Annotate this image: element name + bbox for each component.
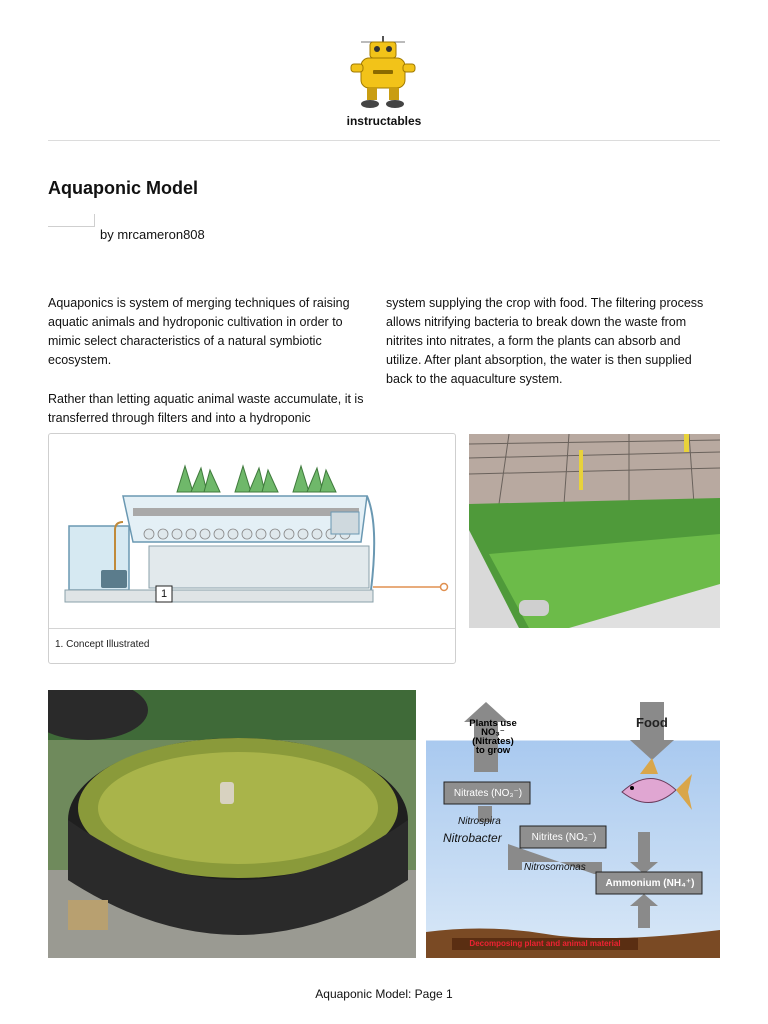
- nitrospira-label: Nitrospira: [458, 816, 501, 827]
- plants-use-label: [460, 719, 526, 755]
- page-footer: Aquaponic Model: Page 1: [315, 987, 453, 1001]
- waste-paragraph: Rather than letting aquatic animal waste accumulate, it is transferred through filters and into a hydroponic: [48, 392, 364, 425]
- figure-caption: 1. Concept Illustrated: [55, 639, 150, 650]
- instructables-robot-logo-icon[interactable]: [343, 34, 423, 112]
- nitrates-formula-text: NO₃⁻ (Nitrates): [472, 727, 514, 747]
- food-label: Food: [636, 715, 668, 730]
- nitrosomonas-label: Nitrosomonas: [524, 862, 586, 873]
- to-grow-text: to grow: [475, 745, 511, 756]
- caption-divider: [49, 628, 455, 629]
- header-divider: [48, 140, 720, 141]
- decomposing-label: Decomposing plant and animal material: [469, 939, 621, 948]
- figure-marker[interactable]: 1: [160, 588, 168, 600]
- ammonium-box-label: Ammonium (NH₄⁺): [605, 878, 695, 889]
- page-title: Aquaponic Model: [48, 178, 198, 198]
- plants-use-text: Plants use: [469, 718, 517, 729]
- author-byline[interactable]: by mrcameron808: [100, 227, 205, 242]
- brand-name: instructables: [346, 114, 422, 128]
- nitrobacter-label: Nitrobacter: [443, 831, 502, 845]
- concept-figure-card[interactable]: [48, 433, 456, 664]
- nitrates-box-label: Nitrates (NO₃⁻): [453, 788, 523, 799]
- aquaponic-system-illustration: [49, 434, 455, 628]
- author-avatar: [48, 214, 95, 227]
- filtering-paragraph: system supplying the crop with food. The filtering process allows nitrifying bacteria to break down the waste from nitrites into nitrates, a form the plants can absorb and utilize. After plant absorption, the water is then supplied back to the aquaculture system.: [386, 296, 704, 386]
- intro-paragraph: Aquaponics is system of merging techniques of raising aquatic animals and hydroponic cultivation in order to mimic select characteristics of a natural symbiotic ecosystem.: [48, 296, 350, 367]
- greenhouse-photo[interactable]: [469, 434, 720, 628]
- nitrites-box-label: Nitrites (NO₂⁻): [531, 832, 597, 843]
- fish-tank-photo[interactable]: [48, 690, 416, 958]
